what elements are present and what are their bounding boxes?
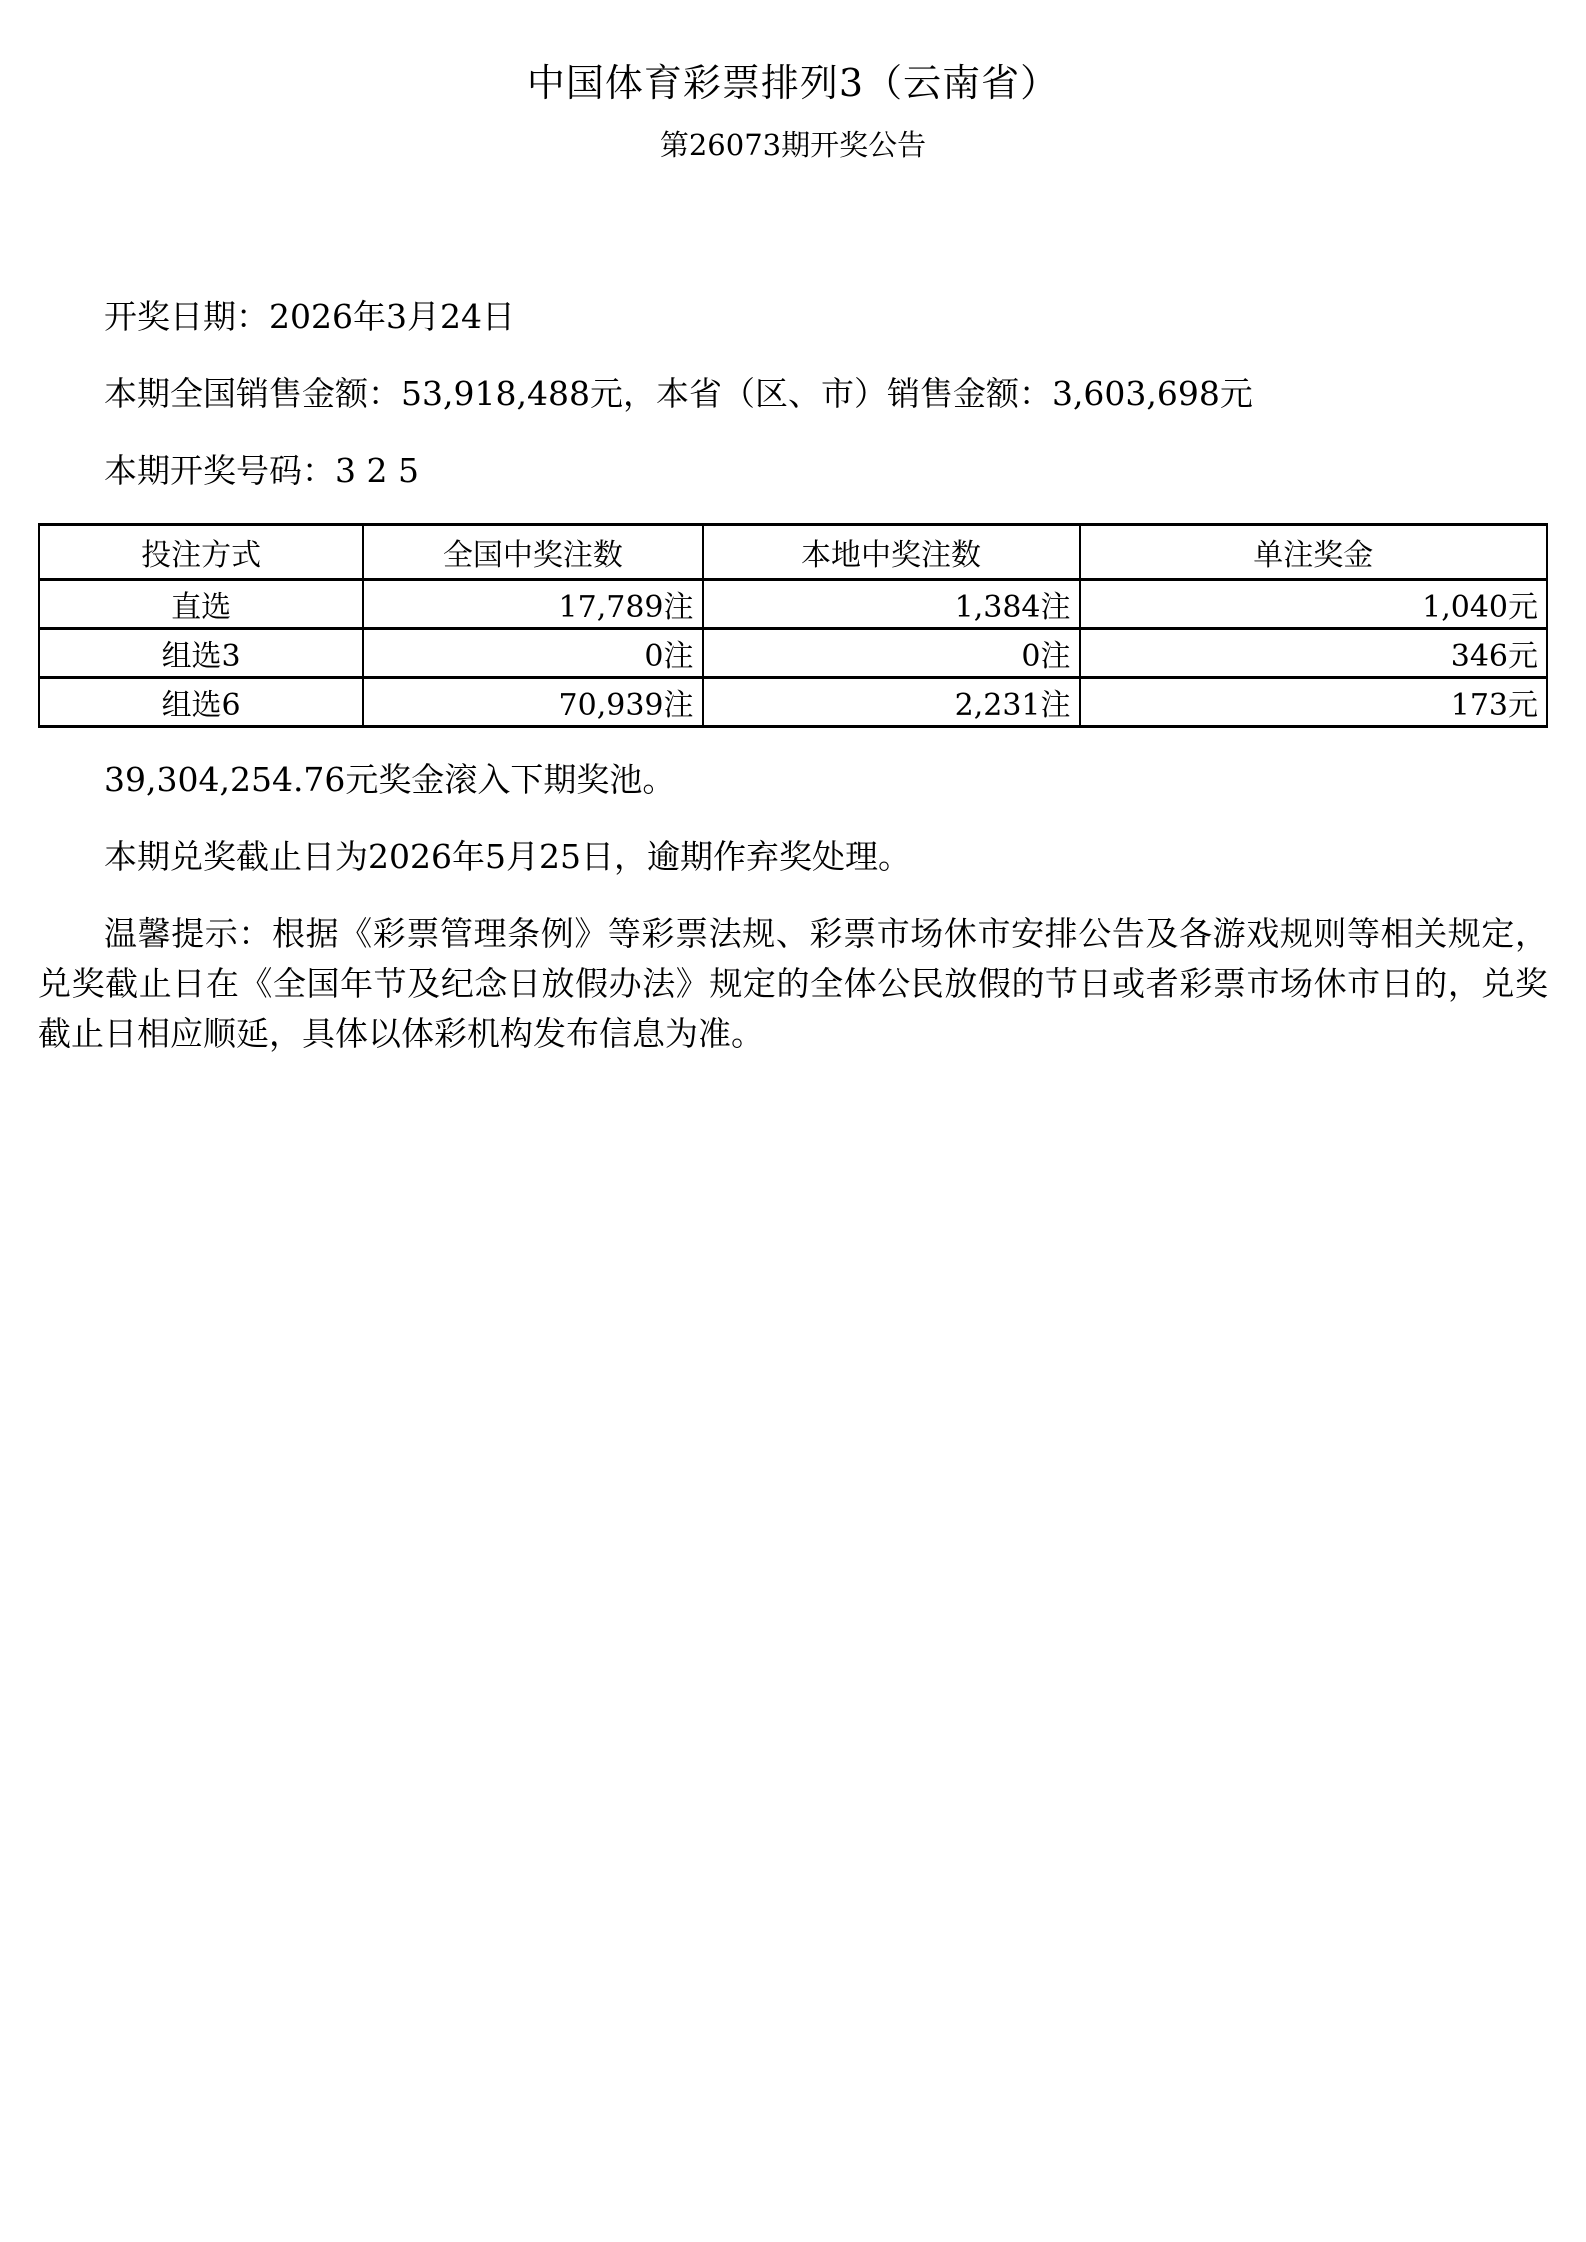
cell-local-count: 2,231注 [703, 678, 1080, 727]
cell-local-count: 0注 [703, 629, 1080, 678]
prize-table [38, 523, 1548, 728]
cell-prize-amount: 346元 [1080, 629, 1547, 678]
column-header-national-winning-count: 全国中奖注数 [363, 525, 702, 580]
cell-national-count: 70,939注 [363, 678, 702, 727]
notice-text: 温馨提示：根据《彩票管理条例》等彩票法规、彩票市场休市安排公告及各游戏规则等相关规定，兑奖截止日在《全国年节及纪念日放假办法》规定的全体公民放假的节日或者彩票市场休市日的，兑奖截止日相应顺延，具体以体彩机构发布信息为准。 [38, 914, 1548, 1053]
redeem-deadline-text: 本期兑奖截止日为2026年5月25日，逾期作弃奖处理。 [104, 837, 911, 876]
cell-bet-method: 组选3 [39, 629, 363, 678]
cell-prize-amount: 1,040元 [1080, 580, 1547, 629]
page-subtitle: 第26073期开奖公告 [659, 128, 927, 162]
table-row [39, 629, 1547, 678]
cell-bet-method: 组选6 [39, 678, 363, 727]
cell-prize-amount: 173元 [1080, 678, 1547, 727]
sales-amount-text: 本期全国销售金额：53,918,488元，本省（区、市）销售金额：3,603,698元 [104, 374, 1253, 413]
column-header-bet-method: 投注方式 [39, 525, 363, 580]
table-row [39, 580, 1547, 629]
prize-table-header-row [39, 525, 1547, 580]
column-header-single-prize: 单注奖金 [1080, 525, 1547, 580]
draw-date-text: 开奖日期：2026年3月24日 [104, 297, 515, 336]
cell-national-count: 0注 [363, 629, 702, 678]
rollover-text: 39,304,254.76元奖金滚入下期奖池。 [104, 760, 676, 799]
cell-national-count: 17,789注 [363, 580, 702, 629]
table-row [39, 678, 1547, 727]
winning-numbers-value: 3 2 5 [335, 451, 419, 490]
column-header-local-winning-count: 本地中奖注数 [703, 525, 1080, 580]
cell-bet-method: 直选 [39, 580, 363, 629]
cell-local-count: 1,384注 [703, 580, 1080, 629]
winning-numbers-line [38, 446, 1548, 496]
page-title: 中国体育彩票排列3（云南省） [526, 61, 1060, 105]
winning-numbers-label: 本期开奖号码： [104, 451, 335, 490]
